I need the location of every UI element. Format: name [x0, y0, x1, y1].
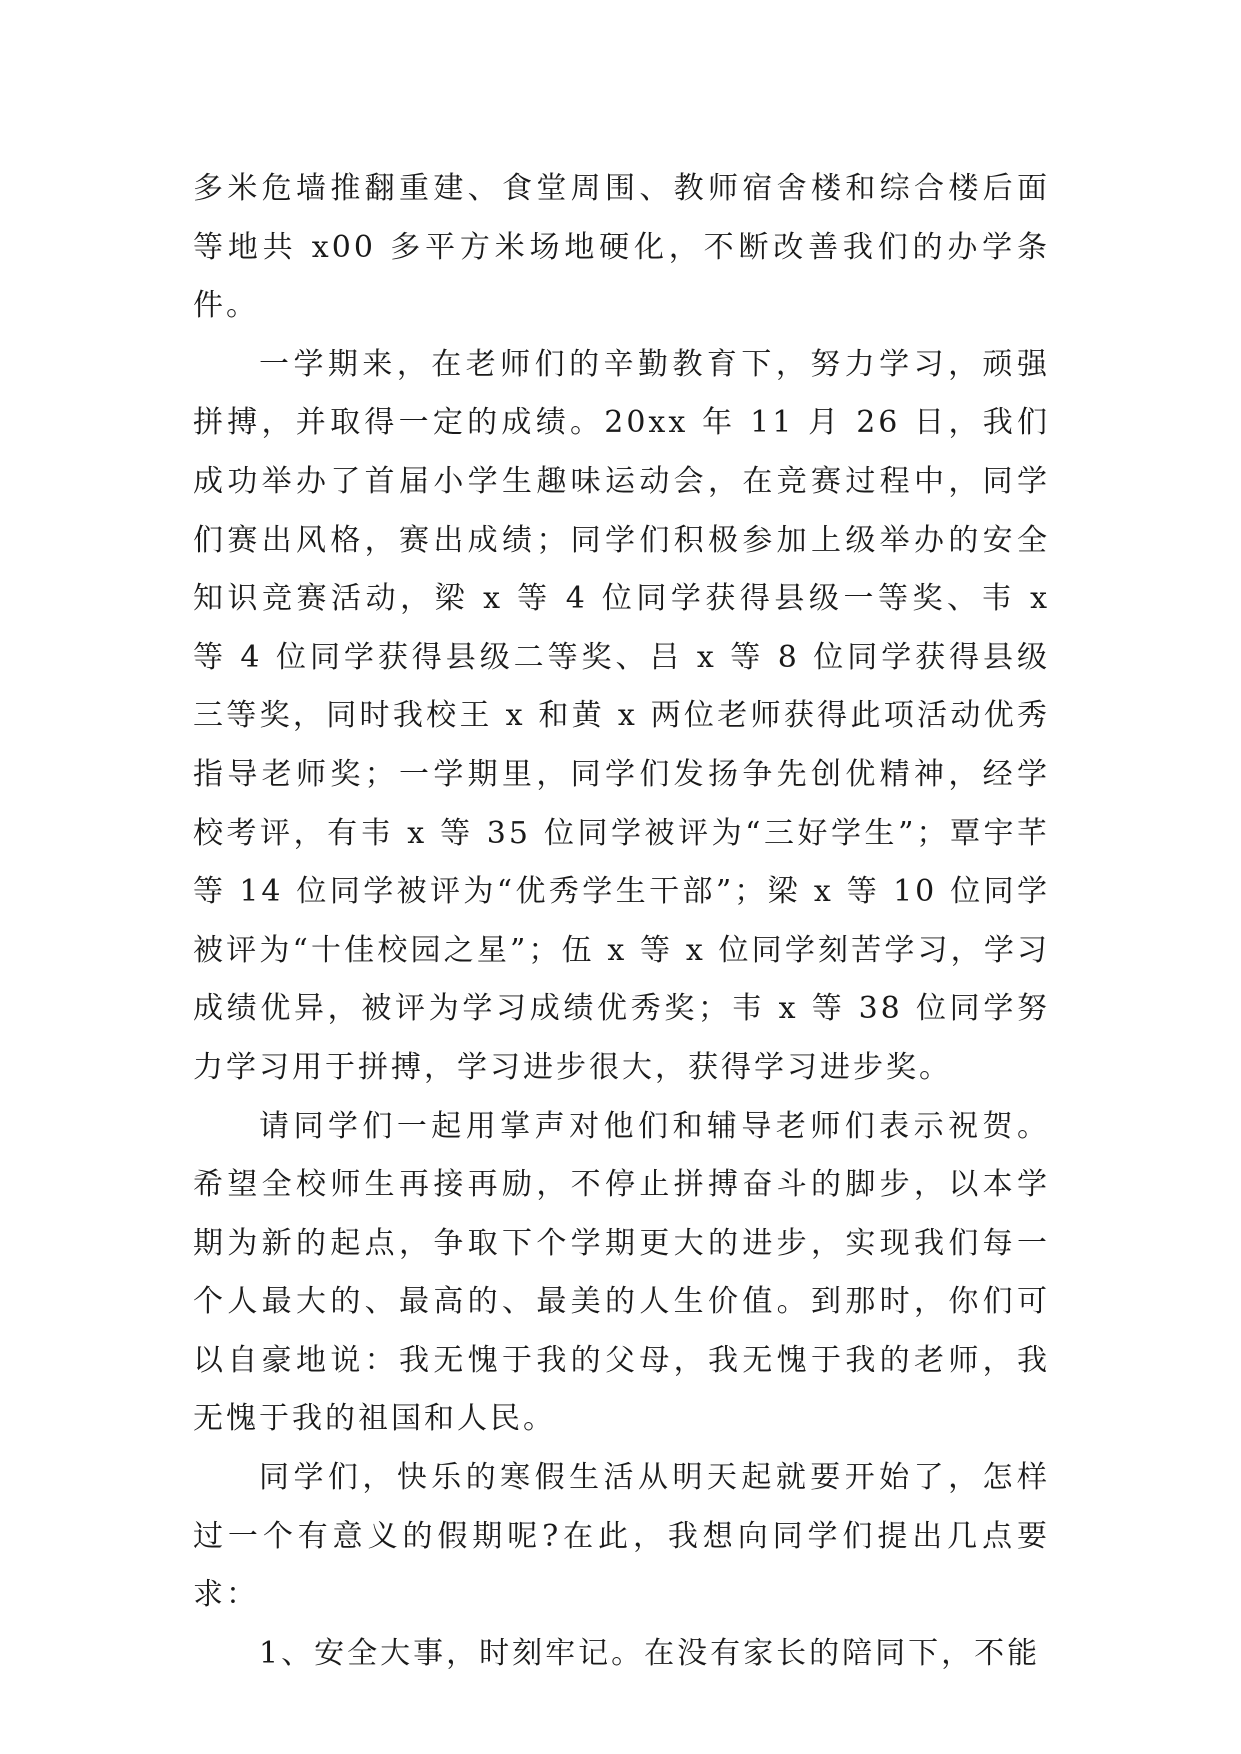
paragraph-4: 同学们，快乐的寒假生活从明天起就要开始了，怎样过一个有意义的假期呢?在此，我想向同学们提出几点要求： [193, 1460, 1050, 1613]
paragraph-2: 一学期来，在老师们的辛勤教育下，努力学习，顽强拼搏，并取得一定的成绩。20xx 年 11 月 26 日，我们成功举办了首届小学生趣味运动会，在竞赛过程中，同学们赛出风格，赛出成绩；同学们积极参加上级举办的安全知识竞赛活动，梁 x 等 4 位同学获得县级一等奖、韦 x 等 4 位同学获得县级二等奖、吕 x 等 8 位同学获得县级三等奖，同时我校王 x 和黄 x 两位老师获得此项活动优秀指导老师奖；一学期里，同学们发扬争先创优精神，经学校考评，有韦 x 等 35 位同学被评为“三好学生”；覃宇芊等 14 位同学被评为“优秀学生干部”；梁 x 等 10 位同学被评为“十佳校园之星”；伍 x 等 x 位同学刻苦学习，学习成绩优异，被评为学习成绩优秀奖；韦 x 等 38 位同学努力学习用于拼搏，学习进步很大，获得学习进步奖。 [193, 346, 1050, 1085]
paragraph-3: 请同学们一起用掌声对他们和辅导老师们表示祝贺。希望全校师生再接再励，不停止拼搏奋斗的脚步，以本学期为新的起点，争取下个学期更大的进步，实现我们每一个人最大的、最高的、最美的人生价值。到那时，你们可以自豪地说：我无愧于我的父母，我无愧于我的老师，我无愧于我的祖国和人民。 [193, 1108, 1050, 1437]
paragraph-1: 多米危墙推翻重建、食堂周围、教师宿舍楼和综合楼后面等地共 x00 多平方米场地硬化，不断改善我们的办学条件。 [193, 171, 1050, 324]
document-body [193, 160, 1050, 1683]
paragraph-5: 1、安全大事，时刻牢记。在没有家长的陪同下，不能 [259, 1635, 1041, 1671]
